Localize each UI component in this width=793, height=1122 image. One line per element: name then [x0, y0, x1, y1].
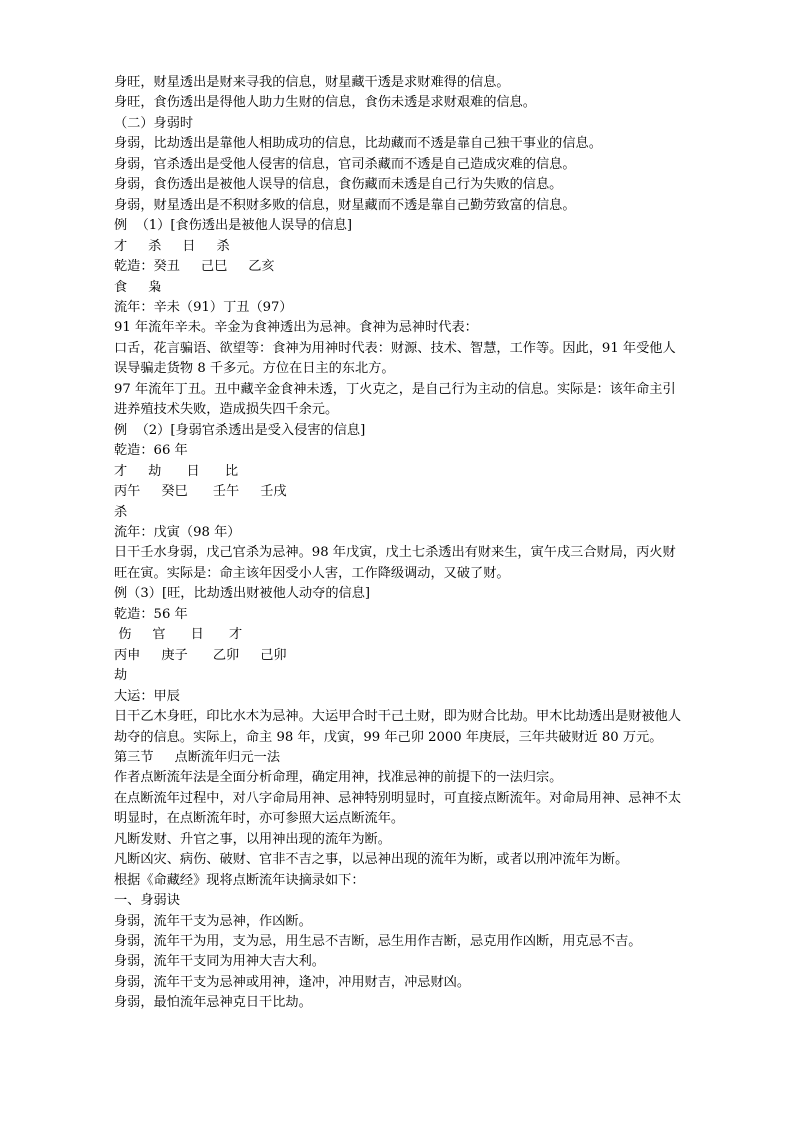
text-line: 丙午 癸巳 壬午 壬戌 — [114, 484, 287, 500]
text-line: 91 年流年辛未。辛金为食神透出为忌神。食神为忌神时代表： — [114, 320, 478, 336]
text-line: 身弱，官杀透出是受他人侵害的信息，官司杀藏而不透是自己造成灾难的信息。 — [114, 156, 576, 172]
text-line: 在点断流年过程中，对八字命局用神、忌神特别明显时，可直接点断流年。对命局用神、忌神不太 — [114, 790, 682, 806]
text-line: 进养殖技术失败，造成损失四千余元。 — [114, 402, 339, 418]
text-line: 身弱，食伤透出是被他人误导的信息，食伤藏而未透是自己行为失败的信息。 — [114, 177, 563, 193]
text-line: 乾造：66 年 — [114, 443, 188, 459]
text-line: 乾造：癸丑 己巳 乙亥 — [114, 259, 275, 275]
text-line: 身弱，流年干支同为用神大吉大利。 — [114, 954, 325, 970]
text-line: 根据《命藏经》现将点断流年诀摘录如下： — [114, 872, 365, 888]
text-line: 旺在寅。实际是：命主该年因受小人害，工作降级调动，又破了财。 — [114, 565, 510, 581]
text-line: 身弱，流年干支为忌神，作凶断。 — [114, 913, 312, 929]
text-line: 身弱，财星透出是不积财多败的信息，财星藏而不透是靠自己勤劳致富的信息。 — [114, 197, 576, 213]
text-line: （二）身弱时 — [114, 115, 194, 131]
text-line: 第三节 点断流年归元一法 — [114, 749, 281, 765]
text-line: 日干乙木身旺，印比水木为忌神。大运甲合时干己土财，即为财合比劫。甲木比劫透出是财被他人 — [114, 709, 682, 725]
text-line: 凡断凶灾、病伤、破财、官非不吉之事，以忌神出现的流年为断，或者以刑冲流年为断。 — [114, 852, 629, 868]
text-line: 例 （2）[身弱官杀透出是受入侵害的信息] — [114, 422, 366, 438]
text-line: 身弱，流年干支为忌神或用神，逢冲，冲用财吉，冲忌财凶。 — [114, 974, 471, 990]
text-line: 例 （1）[食伤透出是被他人误导的信息] — [114, 218, 353, 234]
text-line: 才 劫 日 比 — [114, 463, 239, 479]
text-line: 身旺，食伤透出是得他人助力生财的信息，食伤未透是求财艰难的信息。 — [114, 95, 536, 111]
text-line: 才 杀 日 杀 — [114, 238, 230, 254]
text-line: 流年：辛未（91）丁丑（97） — [114, 299, 293, 315]
text-line: 食 枭 — [114, 279, 162, 295]
text-line: 例（3）[旺，比劫透出财被他人动夺的信息] — [114, 586, 371, 602]
text-line: 劫夺的信息。实际上，命主 98 年，戊寅，99 年己卯 2000 年庚辰，三年共破财近 80 万元。 — [114, 729, 663, 745]
text-line: 乾造：56 年 — [114, 606, 188, 622]
text-line: 杀 — [114, 504, 128, 520]
document-page — [114, 73, 724, 1014]
text-line: 97 年流年丁丑。丑中藏辛金食神未透，丁火克之，是自己行为主动的信息。实际是：该年命主引 — [114, 381, 676, 397]
text-line: 身弱，最怕流年忌神克日干比劫。 — [114, 995, 312, 1011]
text-line: 伤 官 日 才 — [114, 627, 243, 643]
text-line: 身弱，流年干为用，支为忌，用生忌不吉断，忌生用作吉断，忌克用作凶断，用克忌不吉。 — [114, 934, 642, 950]
text-line: 身弱，比劫透出是靠他人相助成功的信息，比劫藏而不透是靠自己独干事业的信息。 — [114, 136, 602, 152]
text-line: 口舌，花言骗语、欲望等：食神为用神时代表：财源、技术、智慧，工作等。因此，91 年受他人 — [114, 340, 676, 356]
text-line: 丙申 庚子 乙卯 己卯 — [114, 647, 287, 663]
text-line: 误导骗走货物 8 千多元。方位在日主的东北方。 — [114, 361, 395, 377]
text-line: 作者点断流年法是全面分析命理，确定用神，找准忌神的前提下的一法归宗。 — [114, 770, 563, 786]
text-line: 凡断发财、升官之事，以用神出现的流年为断。 — [114, 831, 391, 847]
text-line: 日干壬水身弱，戊己官杀为忌神。98 年戊寅，戊土七杀透出有财来生，寅午戌三合财局，丙火财 — [114, 545, 676, 561]
text-line: 明显时，在点断流年时，亦可参照大运点断流年。 — [114, 811, 405, 827]
text-line: 身旺，财星透出是财来寻我的信息，财星藏干透是求财难得的信息。 — [114, 75, 510, 90]
text-line: 流年：戊寅（98 年） — [114, 524, 241, 540]
text-line: 一、身弱诀 — [114, 893, 180, 909]
text-line: 劫 — [114, 668, 128, 684]
text-line: 大运：甲辰 — [114, 688, 180, 704]
